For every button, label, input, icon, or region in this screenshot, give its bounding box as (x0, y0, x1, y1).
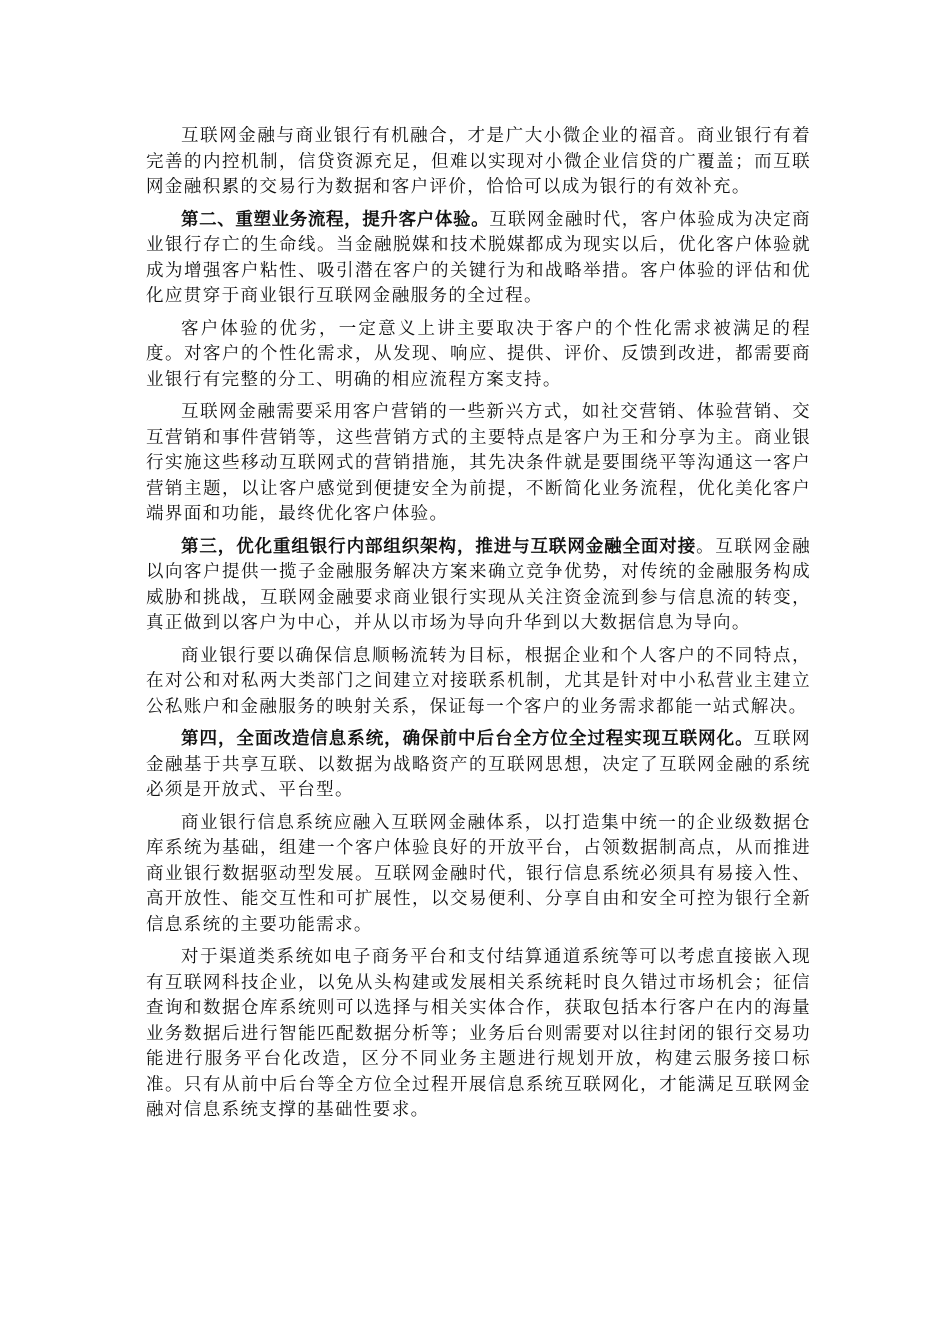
paragraph-3 (146, 317, 811, 394)
paragraph-8-text: 商业银行信息系统应融入互联网金融体系，以打造集中统一的企业级数据仓库系统为基础，组建一个客户体验良好的开放平台，占领数据制高点，从而推进商业银行数据驱动型发展。互联网金融时代，银行信息系统必须具有易接入性、高开放性、能交互性和可扩展性，以交易便利、分享自由和安全可控为银行全新信息系统的主要功能需求。 (146, 812, 811, 935)
paragraph-3-text: 客户体验的优劣，一定意义上讲主要取决于客户的个性化需求被满足的程度。对客户的个性化需求，从发现、响应、提供、评价、反馈到改进，都需要商业银行有完整的分工、明确的相应流程方案支持。 (146, 318, 811, 390)
paragraph-8 (146, 811, 811, 939)
paragraph-9 (146, 945, 811, 1124)
paragraph-6 (146, 644, 811, 721)
paragraph-5-text: 。互联网金融以向客户提供一揽子金融服务解决方案来确立竞争优势，对传统的金融服务构成威胁和挑战，互联网金融要求商业银行实现从关注资金流到参与信息流的转变，真正做到以客户为中心，并从以市场为导向升华到以大数据信息为导向。 (146, 536, 811, 633)
paragraph-5 (146, 535, 811, 637)
paragraph-7-text: 互联网金融基于共享互联、以数据为战略资产的互联网思想，决定了互联网金融的系统必须是开放式、平台型。 (146, 729, 811, 800)
document-body (146, 124, 811, 1131)
paragraph-2-text: 互联网金融时代，客户体验成为决定商业银行存亡的生命线。当金融脱媒和技术脱媒都成为现实以后，优化客户体验就成为增强客户粘性、吸引潜在客户的关键行为和战略举措。客户体验的评估和优化应贯穿于商业银行互联网金融服务的全过程。 (146, 209, 811, 306)
paragraph-5-heading: 第三，优化重组银行内部组织架构，推进与互联网金融全面对接 (181, 536, 697, 557)
paragraph-4 (146, 400, 811, 528)
paragraph-6-text: 商业银行要以确保信息顺畅流转为目标，根据企业和个人客户的不同特点，在对公和对私两大类部门之间建立对接联系机制，尤其是针对中小私营业主建立公私账户和金融服务的映射关系，保证每一个客户的业务需求都能一站式解决。 (146, 645, 811, 717)
paragraph-9-text: 对于渠道类系统如电子商务平台和支付结算通道系统等可以考虑直接嵌入现有互联网科技企业，以免从头构建或发展相关系统耗时良久错过市场机会；征信查询和数据仓库系统则可以选择与相关实体合作，获取包括本行客户在内的海量业务数据后进行智能匹配数据分析等；业务后台则需要对以往封闭的银行交易功能进行服务平台化改造，区分不同业务主题进行规划开放，构建云服务接口标准。只有从前中后台等全方位全过程开展信息系统互联网化，才能满足互联网金融对信息系统支撑的基础性要求。 (146, 947, 811, 1120)
paragraph-1 (146, 124, 811, 201)
paragraph-7-heading: 第四，全面改造信息系统，确保前中后台全方位全过程实现互联网化。 (181, 729, 754, 749)
paragraph-7 (146, 727, 811, 804)
paragraph-2 (146, 208, 811, 310)
paragraph-2-heading: 第二、重塑业务流程，提升客户体验。 (181, 209, 490, 230)
paragraph-4-text: 互联网金融需要采用客户营销的一些新兴方式，如社交营销、体验营销、交互营销和事件营销等，这些营销方式的主要特点是客户为王和分享为主。商业银行实施这些移动互联网式的营销措施，其先决条件就是要围绕平等沟通这一客户营销主题，以让客户感觉到便捷安全为前提，不断简化业务流程，优化美化客户端界面和功能，最终优化客户体验。 (146, 402, 811, 524)
paragraph-1-text: 互联网金融与商业银行有机融合，才是广大小微企业的福音。商业银行有着完善的内控机制，信贷资源充足，但难以实现对小微企业信贷的广覆盖；而互联网金融积累的交易行为数据和客户评价，恰恰可以成为银行的有效补充。 (146, 126, 811, 197)
